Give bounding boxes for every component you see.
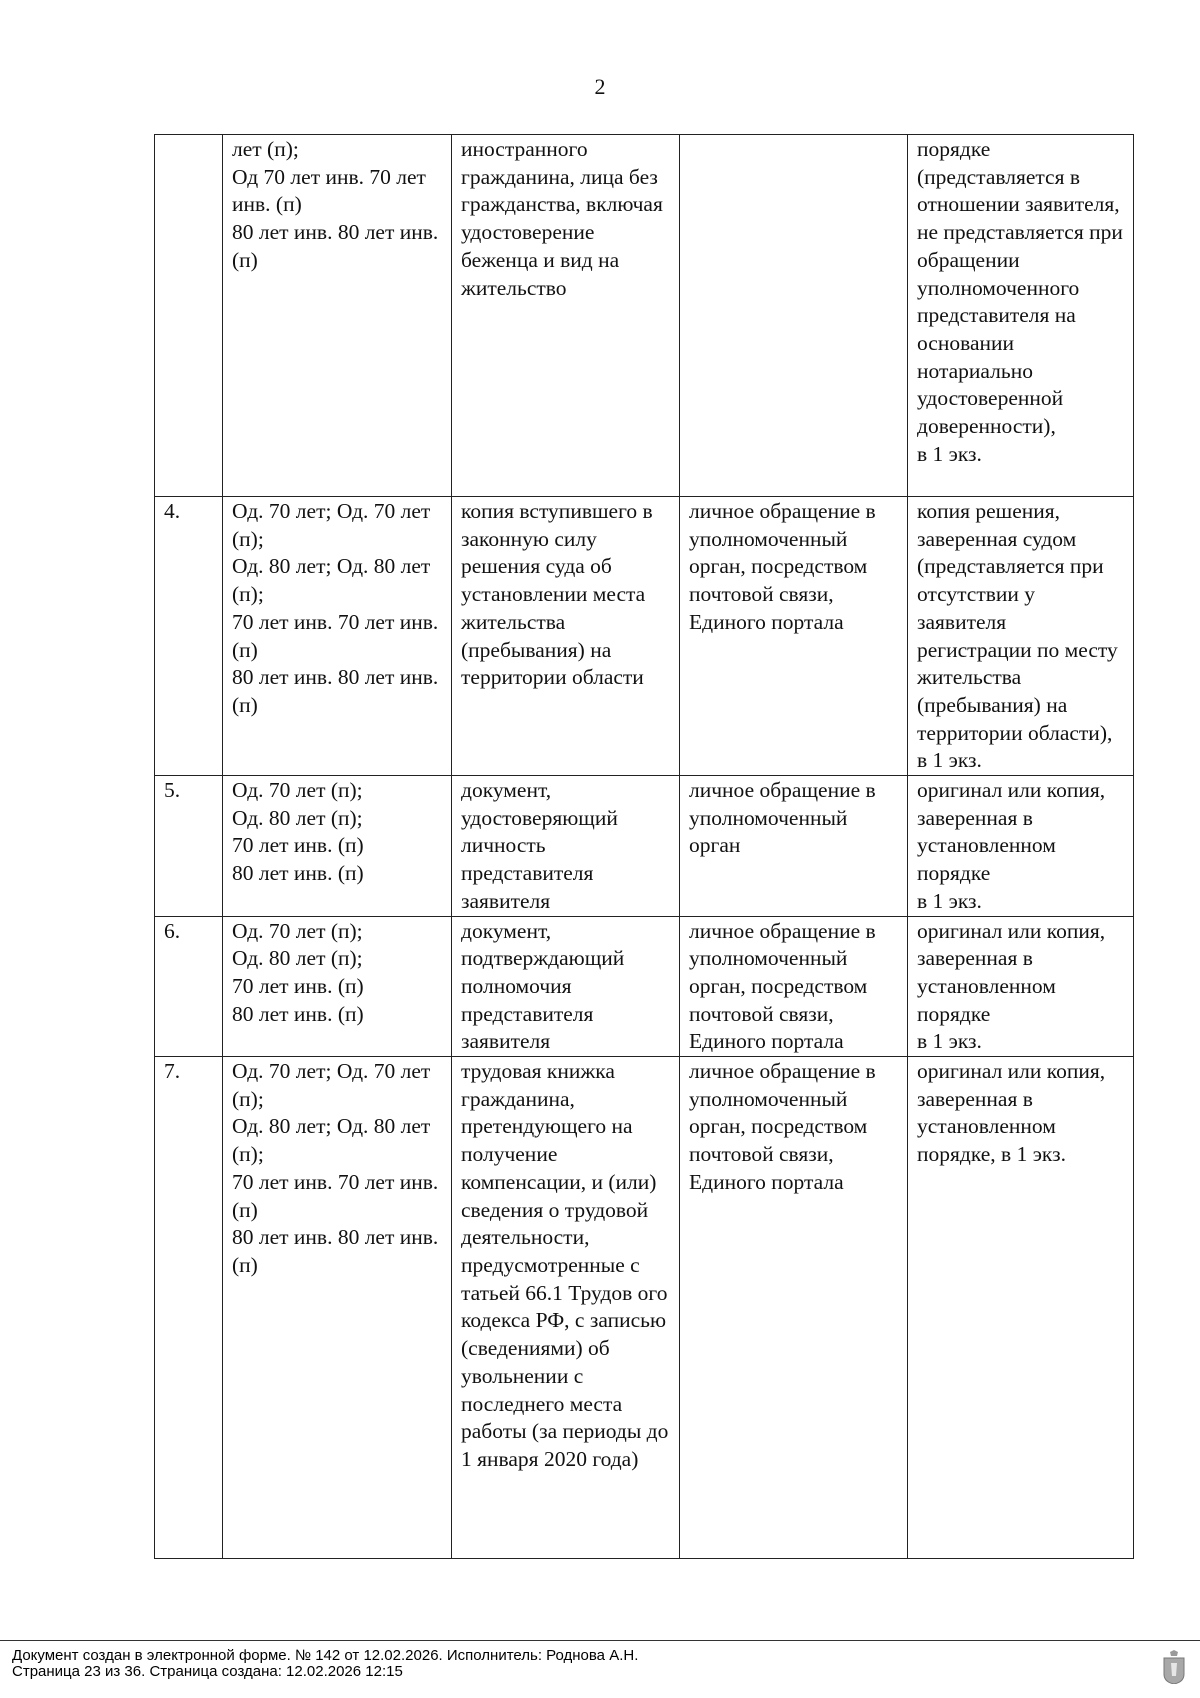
document-cell: трудовая книжка гражданина, претендующего на получение компенсации, и (или) сведения о трудовой деятельности, предусмотренные с татьей 66.1 Трудов ого кодекса РФ, с записью (сведениями) об увольнении с последнего места работы (за периоды до 1 января 2020 года) xyxy=(452,1057,680,1559)
row-number-cell: 6. xyxy=(155,916,223,1057)
table-row xyxy=(155,916,1134,1057)
document-cell: копия вступившего в законную силу решения суда об установлении места жительства (пребывания) на территории области xyxy=(452,497,680,776)
footer-page-info: Страница 23 из 36. Страница создана: 12.02.2026 12:15 xyxy=(12,1663,403,1680)
row-number-cell xyxy=(155,135,223,497)
footer xyxy=(12,1648,638,1680)
category-cell: Од. 70 лет (п); Од. 80 лет (п); 70 лет инв. (п) 80 лет инв. (п) xyxy=(223,916,452,1057)
coat-of-arms-icon xyxy=(1162,1650,1186,1684)
document-cell: документ, подтверждающий полномочия представителя заявителя xyxy=(452,916,680,1057)
document-cell: документ, удостоверяющий личность представителя заявителя xyxy=(452,776,680,917)
submission-method-cell xyxy=(680,135,908,497)
row-number-cell: 4. xyxy=(155,497,223,776)
row-number-cell: 5. xyxy=(155,776,223,917)
table-row xyxy=(155,1057,1134,1559)
table-row xyxy=(155,135,1134,497)
documents-table xyxy=(154,134,1134,1559)
footer-divider xyxy=(0,1640,1200,1641)
category-cell: Од. 70 лет (п); Од. 80 лет (п); 70 лет инв. (п) 80 лет инв. (п) xyxy=(223,776,452,917)
page-number: 2 xyxy=(594,74,606,99)
note-cell: копия решения, заверенная судом (представляется при отсутствии у заявителя регистрации по месту жительства (пребывания) на территории области), в 1 экз. xyxy=(908,497,1134,776)
note-cell: оригинал или копия, заверенная в установленном порядке в 1 экз. xyxy=(908,916,1134,1057)
submission-method-cell: личное обращение в уполномоченный орган, посредством почтовой связи, Единого портала xyxy=(680,916,908,1057)
note-cell: порядке (представляется в отношении заявителя, не представляется при обращении уполномоченного представителя на основании нотариально удостоверенной доверенности), в 1 экз. xyxy=(908,135,1134,497)
table-row xyxy=(155,776,1134,917)
table-row xyxy=(155,497,1134,776)
note-cell: оригинал или копия, заверенная в установленном порядке, в 1 экз. xyxy=(908,1057,1134,1559)
category-cell: Од. 70 лет; Од. 70 лет (п); Од. 80 лет; Од. 80 лет (п); 70 лет инв. 70 лет инв. (п) 80 лет инв. 80 лет инв. (п) xyxy=(223,1057,452,1559)
note-cell: оригинал или копия, заверенная в установленном порядке в 1 экз. xyxy=(908,776,1134,917)
submission-method-cell: личное обращение в уполномоченный орган, посредством почтовой связи, Единого портала xyxy=(680,497,908,776)
category-cell: лет (п); Од 70 лет инв. 70 лет инв. (п) 80 лет инв. 80 лет инв. (п) xyxy=(223,135,452,497)
submission-method-cell: личное обращение в уполномоченный орган xyxy=(680,776,908,917)
document-cell: иностранного гражданина, лица без гражданства, включая удостоверение беженца и вид на жительство xyxy=(452,135,680,497)
submission-method-cell: личное обращение в уполномоченный орган, посредством почтовой связи, Единого портала xyxy=(680,1057,908,1559)
row-number-cell: 7. xyxy=(155,1057,223,1559)
category-cell: Од. 70 лет; Од. 70 лет (п); Од. 80 лет; Од. 80 лет (п); 70 лет инв. 70 лет инв. (п) 80 лет инв. 80 лет инв. (п) xyxy=(223,497,452,776)
footer-document-info: Документ создан в электронной форме. № 142 от 12.02.2026. Исполнитель: Роднова А.Н. xyxy=(12,1647,639,1664)
